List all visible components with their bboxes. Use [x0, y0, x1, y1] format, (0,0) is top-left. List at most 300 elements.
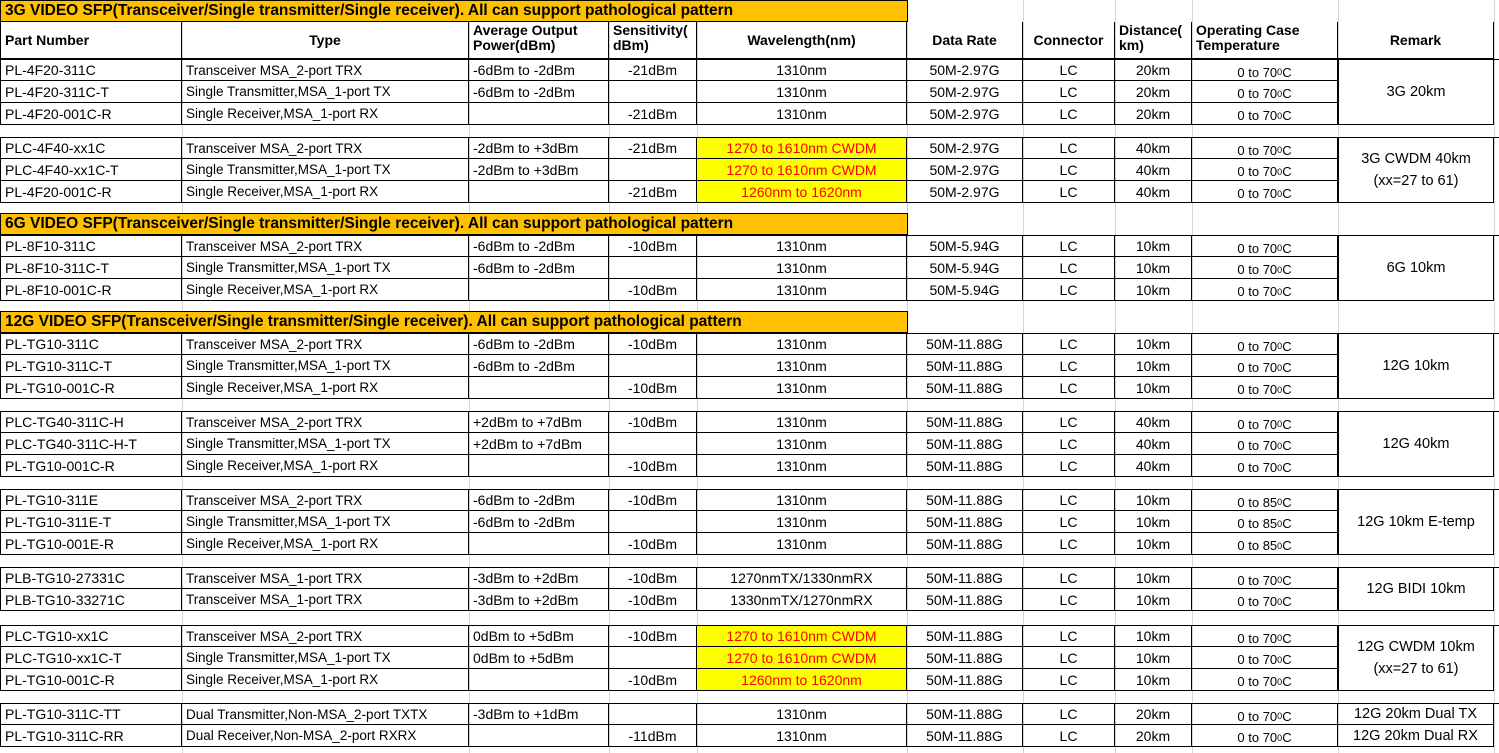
degree-mark: 0: [1277, 341, 1283, 351]
temp-range: 0 to 70: [1237, 164, 1278, 179]
cell-sens: -10dBm: [609, 334, 697, 355]
cell-sens: [609, 704, 697, 725]
cell-temp: [1192, 533, 1338, 555]
remark-merged-cell: 12G 10km E-temp: [1338, 489, 1494, 555]
degree-mark: 0: [1277, 518, 1283, 529]
cell-power: +2dBm to +7dBm: [469, 433, 609, 455]
cell-part: PL-TG10-311C: [0, 334, 182, 355]
table-row: [0, 235, 1499, 257]
cell-dist: 40km: [1115, 181, 1192, 203]
section-title-row: [0, 311, 1499, 333]
cell-temp: [1192, 236, 1338, 257]
degree-mark: 0: [1277, 633, 1283, 643]
cell-rate: 50M-11.88G: [907, 355, 1023, 377]
cell-conn: LC: [1023, 704, 1115, 725]
cell-temp: [1192, 511, 1338, 533]
cell-type: Transceiver MSA_1-port TRX: [182, 568, 469, 589]
cell-power: -6dBm to -2dBm: [469, 236, 609, 257]
cell-rate: 50M-11.88G: [907, 377, 1023, 399]
cell-rate: 50M-11.88G: [907, 626, 1023, 647]
cell-rate: 50M-11.88G: [907, 568, 1023, 589]
header-part-number: Part Number: [0, 22, 182, 59]
cell-temp: [1192, 81, 1338, 103]
cell-type: Transceiver MSA_1-port TRX: [182, 589, 469, 611]
cell-dist: 40km: [1115, 455, 1192, 477]
cell-power: -3dBm to +2dBm: [469, 589, 609, 611]
cell-remark: 12G 20km Dual RX: [1338, 725, 1494, 747]
cell-temp: [1192, 257, 1338, 279]
cell-dist: 10km: [1115, 377, 1192, 399]
cell-wl: 1310nm: [697, 60, 907, 81]
degree-mark: 0: [1277, 286, 1283, 297]
table-row: [0, 511, 1499, 533]
temp-range: 0 to 70: [1237, 416, 1278, 432]
cell-rate: 50M-11.88G: [907, 490, 1023, 511]
cell-power: 0dBm to +5dBm: [469, 647, 609, 669]
header-sensitivity: Sensitivity( dBm): [609, 22, 697, 59]
cell-conn: LC: [1023, 181, 1115, 203]
cell-power: [469, 533, 609, 555]
cell-power: [469, 103, 609, 125]
cell-rate: 50M-11.88G: [907, 412, 1023, 433]
cell-conn: LC: [1023, 433, 1115, 455]
cell-wl: 1310nm: [697, 533, 907, 555]
cell-temp: [1192, 279, 1338, 301]
degree-mark: 0: [1277, 384, 1283, 395]
degree-mark: 0: [1277, 462, 1283, 473]
temp-unit: C: [1282, 64, 1292, 80]
cell-wl: 1310nm: [697, 334, 907, 355]
cell-power: [469, 455, 609, 477]
cell-type: Transceiver MSA_2-port TRX: [182, 60, 469, 81]
cell-power: -6dBm to -2dBm: [469, 334, 609, 355]
table-row: [0, 625, 1499, 647]
table-row: [0, 647, 1499, 669]
header-avg-output-power: Average Output Power(dBm): [469, 22, 609, 59]
temp-unit: C: [1282, 142, 1292, 158]
table-row: [0, 589, 1499, 611]
cell-sens: [609, 257, 697, 279]
table-row: [0, 333, 1499, 355]
temp-unit: C: [1282, 538, 1292, 553]
temp-unit: C: [1282, 460, 1292, 475]
cell-power: [469, 181, 609, 203]
temp-range: 0 to 70: [1237, 262, 1278, 277]
cell-rate: 50M-11.88G: [907, 647, 1023, 669]
cell-dist: 10km: [1115, 626, 1192, 647]
table-row: [0, 59, 1499, 81]
cell-part: PL-TG10-001C-R: [0, 455, 182, 477]
cell-type: Transceiver MSA_2-port TRX: [182, 334, 469, 355]
cell-dist: 10km: [1115, 490, 1192, 511]
cell-part: PLB-TG10-27331C: [0, 568, 182, 589]
cell-dist: 40km: [1115, 433, 1192, 455]
cell-power: -6dBm to -2dBm: [469, 490, 609, 511]
cell-wl: 1310nm: [697, 490, 907, 511]
cell-part: PL-4F20-311C-T: [0, 81, 182, 103]
cell-temp: [1192, 433, 1338, 455]
table-row: [0, 533, 1499, 555]
temp-range: 0 to 70: [1237, 674, 1278, 689]
cell-rate: 50M-11.88G: [907, 334, 1023, 355]
cell-rate: 50M-11.88G: [907, 725, 1023, 747]
degree-mark: 0: [1277, 145, 1283, 155]
cell-part: PL-8F10-311C-T: [0, 257, 182, 279]
degree-mark: 0: [1277, 497, 1283, 507]
remark-merged-cell: 3G 20km: [1338, 59, 1494, 125]
table-row: [0, 355, 1499, 377]
cell-wl: 1310nm: [697, 355, 907, 377]
temp-unit: C: [1282, 164, 1292, 179]
cell-power: -6dBm to -2dBm: [469, 81, 609, 103]
temp-range: 0 to 70: [1237, 594, 1278, 609]
temp-unit: C: [1282, 494, 1292, 510]
cell-sens: -10dBm: [609, 589, 697, 611]
cell-part: PLC-TG40-311C-H-T: [0, 433, 182, 455]
cell-part: PL-TG10-001C-R: [0, 377, 182, 399]
cell-temp: [1192, 669, 1338, 691]
cell-dist: 40km: [1115, 412, 1192, 433]
cell-rate: 50M-11.88G: [907, 589, 1023, 611]
temp-range: 0 to 85: [1237, 538, 1278, 553]
temp-range: 0 to 70: [1237, 652, 1278, 667]
cell-temp: [1192, 589, 1338, 611]
table-row: [0, 181, 1499, 203]
temp-range: 0 to 85: [1237, 516, 1278, 531]
temp-unit: C: [1282, 240, 1292, 256]
cell-type: Transceiver MSA_2-port TRX: [182, 412, 469, 433]
cell-rate: 50M-2.97G: [907, 81, 1023, 103]
cell-conn: LC: [1023, 626, 1115, 647]
cell-type: Single Transmitter,MSA_1-port TX: [182, 511, 469, 533]
degree-mark: 0: [1277, 188, 1283, 199]
cell-wl: 1310nm: [697, 377, 907, 399]
cell-temp: [1192, 455, 1338, 477]
cell-temp: [1192, 355, 1338, 377]
cell-rate: 50M-11.88G: [907, 669, 1023, 691]
cell-sens: -10dBm: [609, 236, 697, 257]
header-wavelength: Wavelength(nm): [697, 22, 907, 59]
cell-dist: 10km: [1115, 568, 1192, 589]
cell-part: PL-4F20-001C-R: [0, 181, 182, 203]
temp-unit: C: [1282, 438, 1292, 453]
cell-sens: -10dBm: [609, 455, 697, 477]
cell-conn: LC: [1023, 257, 1115, 279]
table-row: [0, 703, 1499, 725]
temp-range: 0 to 70: [1237, 186, 1278, 201]
degree-mark: 0: [1277, 243, 1283, 253]
cell-power: -2dBm to +3dBm: [469, 159, 609, 181]
table-row: [0, 433, 1499, 455]
cell-dist: 10km: [1115, 511, 1192, 533]
degree-mark: 0: [1277, 362, 1283, 373]
cell-power: [469, 279, 609, 301]
cell-power: -2dBm to +3dBm: [469, 138, 609, 159]
temp-range: 0 to 70: [1237, 108, 1278, 123]
table-row: [0, 489, 1499, 511]
cell-temp: [1192, 626, 1338, 647]
cell-temp: [1192, 377, 1338, 399]
temp-range: 0 to 70: [1237, 86, 1278, 101]
cell-dist: 10km: [1115, 647, 1192, 669]
temp-range: 0 to 85: [1237, 494, 1278, 510]
cell-type: Transceiver MSA_2-port TRX: [182, 236, 469, 257]
cell-temp: [1192, 568, 1338, 589]
degree-mark: 0: [1277, 88, 1283, 99]
remark-merged-cell: 12G BIDI 10km: [1338, 567, 1494, 611]
temp-unit: C: [1282, 360, 1292, 375]
temp-unit: C: [1282, 416, 1292, 432]
cell-type: Dual Receiver,Non-MSA_2-port RXRX: [182, 725, 469, 747]
section-title-row: [0, 213, 1499, 235]
cell-sens: [609, 355, 697, 377]
cell-power: -6dBm to -2dBm: [469, 257, 609, 279]
cell-conn: LC: [1023, 60, 1115, 81]
cell-conn: LC: [1023, 236, 1115, 257]
cell-sens: -21dBm: [609, 181, 697, 203]
cell-type: Dual Transmitter,Non-MSA_2-port TXTX: [182, 704, 469, 725]
cell-rate: 50M-2.97G: [907, 159, 1023, 181]
cell-part: PL-TG10-311E-T: [0, 511, 182, 533]
degree-mark: 0: [1277, 575, 1283, 585]
cell-type: Single Transmitter,MSA_1-port TX: [182, 355, 469, 377]
degree-mark: 0: [1277, 67, 1283, 77]
cell-remark: 12G 20km Dual TX: [1338, 704, 1494, 725]
cell-temp: [1192, 103, 1338, 125]
cell-dist: 10km: [1115, 589, 1192, 611]
cell-dist: 10km: [1115, 236, 1192, 257]
remark-merged-cell: 12G 10km: [1338, 333, 1494, 399]
cell-dist: 10km: [1115, 669, 1192, 691]
temp-unit: C: [1282, 86, 1292, 101]
header-row: [0, 22, 1499, 59]
temp-range: 0 to 70: [1237, 338, 1278, 354]
cell-power: 0dBm to +5dBm: [469, 626, 609, 647]
cell-power: -6dBm to -2dBm: [469, 511, 609, 533]
cell-wl: 1310nm: [697, 704, 907, 725]
cell-power: +2dBm to +7dBm: [469, 412, 609, 433]
cell-dist: 20km: [1115, 725, 1192, 747]
cell-type: Transceiver MSA_2-port TRX: [182, 490, 469, 511]
cell-wl: 1310nm: [697, 511, 907, 533]
temp-unit: C: [1282, 572, 1292, 588]
table-row: [0, 455, 1499, 477]
cell-type: Single Receiver,MSA_1-port RX: [182, 669, 469, 691]
table-row: [0, 103, 1499, 125]
cell-type: Single Receiver,MSA_1-port RX: [182, 279, 469, 301]
cell-power: -6dBm to -2dBm: [469, 355, 609, 377]
cell-part: PL-TG10-001E-R: [0, 533, 182, 555]
cell-wl: 1310nm: [697, 279, 907, 301]
temp-unit: C: [1282, 730, 1292, 745]
cell-wl: 1270nmTX/1330nmRX: [697, 568, 907, 589]
cell-wl: 1270 to 1610nm CWDM: [697, 159, 907, 181]
table-row: [0, 411, 1499, 433]
cell-part: PLC-TG10-xx1C: [0, 626, 182, 647]
temp-range: 0 to 70: [1237, 630, 1278, 646]
cell-conn: LC: [1023, 159, 1115, 181]
header-type: Type: [182, 22, 469, 59]
cell-rate: 50M-2.97G: [907, 103, 1023, 125]
cell-wl: 1310nm: [697, 725, 907, 747]
degree-mark: 0: [1277, 166, 1283, 177]
cell-conn: LC: [1023, 81, 1115, 103]
temp-range: 0 to 70: [1237, 460, 1278, 475]
cell-type: Single Transmitter,MSA_1-port TX: [182, 257, 469, 279]
temp-range: 0 to 70: [1237, 240, 1278, 256]
cell-rate: 50M-2.97G: [907, 181, 1023, 203]
temp-range: 0 to 70: [1237, 708, 1278, 724]
degree-mark: 0: [1277, 419, 1283, 429]
cell-wl: 1310nm: [697, 433, 907, 455]
cell-wl: 1260nm to 1620nm: [697, 669, 907, 691]
header-distance: Distance( km): [1115, 22, 1192, 59]
cell-dist: 10km: [1115, 279, 1192, 301]
cell-rate: 50M-5.94G: [907, 236, 1023, 257]
header-data-rate: Data Rate: [907, 22, 1023, 59]
table-row: [0, 669, 1499, 691]
cell-part: PL-TG10-001C-R: [0, 669, 182, 691]
cell-conn: LC: [1023, 511, 1115, 533]
temp-range: 0 to 70: [1237, 64, 1278, 80]
cell-rate: 50M-11.88G: [907, 511, 1023, 533]
cell-rate: 50M-11.88G: [907, 533, 1023, 555]
table-row: [0, 257, 1499, 279]
cell-type: Single Receiver,MSA_1-port RX: [182, 455, 469, 477]
cell-temp: [1192, 159, 1338, 181]
temp-range: 0 to 70: [1237, 360, 1278, 375]
cell-conn: LC: [1023, 103, 1115, 125]
temp-unit: C: [1282, 652, 1292, 667]
temp-range: 0 to 70: [1237, 284, 1278, 299]
temp-unit: C: [1282, 674, 1292, 689]
cell-conn: LC: [1023, 455, 1115, 477]
temp-unit: C: [1282, 594, 1292, 609]
cell-sens: [609, 159, 697, 181]
cell-sens: -10dBm: [609, 490, 697, 511]
temp-unit: C: [1282, 262, 1292, 277]
cell-rate: 50M-2.97G: [907, 138, 1023, 159]
cell-conn: LC: [1023, 412, 1115, 433]
section-title: 6G VIDEO SFP(Transceiver/Single transmitter/Single receiver). All can support pathological pattern: [0, 213, 908, 235]
section-title: 12G VIDEO SFP(Transceiver/Single transmitter/Single receiver). All can support pathological pattern: [0, 311, 908, 333]
table-row: [0, 725, 1499, 747]
cell-temp: [1192, 725, 1338, 747]
cell-wl: 1310nm: [697, 257, 907, 279]
header-connector: Connector: [1023, 22, 1115, 59]
cell-type: Single Receiver,MSA_1-port RX: [182, 377, 469, 399]
cell-sens: -21dBm: [609, 103, 697, 125]
temp-unit: C: [1282, 516, 1292, 531]
cell-dist: 10km: [1115, 533, 1192, 555]
cell-wl: 1310nm: [697, 81, 907, 103]
cell-power: [469, 377, 609, 399]
table-row: [0, 159, 1499, 181]
temp-unit: C: [1282, 382, 1292, 397]
cell-power: -3dBm to +1dBm: [469, 704, 609, 725]
cell-power: [469, 725, 609, 747]
cell-type: Transceiver MSA_2-port TRX: [182, 626, 469, 647]
cell-sens: -21dBm: [609, 60, 697, 81]
table-row: [0, 567, 1499, 589]
cell-power: [469, 669, 609, 691]
degree-mark: 0: [1277, 676, 1283, 687]
cell-sens: -10dBm: [609, 533, 697, 555]
degree-mark: 0: [1277, 711, 1283, 721]
cell-type: Single Receiver,MSA_1-port RX: [182, 181, 469, 203]
cell-wl: 1260nm to 1620nm: [697, 181, 907, 203]
cell-conn: LC: [1023, 355, 1115, 377]
cell-sens: -10dBm: [609, 669, 697, 691]
cell-conn: LC: [1023, 334, 1115, 355]
cell-wl: 1310nm: [697, 236, 907, 257]
degree-mark: 0: [1277, 264, 1283, 275]
cell-dist: 20km: [1115, 60, 1192, 81]
temp-range: 0 to 70: [1237, 730, 1278, 745]
cell-dist: 10km: [1115, 257, 1192, 279]
temp-unit: C: [1282, 108, 1292, 123]
cell-power: -3dBm to +2dBm: [469, 568, 609, 589]
cell-temp: [1192, 60, 1338, 81]
cell-conn: LC: [1023, 533, 1115, 555]
cell-type: Single Transmitter,MSA_1-port TX: [182, 433, 469, 455]
cell-rate: 50M-11.88G: [907, 455, 1023, 477]
cell-sens: -10dBm: [609, 377, 697, 399]
cell-part: PLB-TG10-33271C: [0, 589, 182, 611]
cell-sens: [609, 433, 697, 455]
cell-temp: [1192, 647, 1338, 669]
cell-power: -6dBm to -2dBm: [469, 60, 609, 81]
cell-type: Single Transmitter,MSA_1-port TX: [182, 647, 469, 669]
cell-type: Single Transmitter,MSA_1-port TX: [182, 81, 469, 103]
cell-wl: 1310nm: [697, 455, 907, 477]
cell-dist: 10km: [1115, 355, 1192, 377]
remark-merged-cell: 6G 10km: [1338, 235, 1494, 301]
temp-range: 0 to 70: [1237, 572, 1278, 588]
temp-unit: C: [1282, 186, 1292, 201]
cell-temp: [1192, 181, 1338, 203]
cell-wl: 1310nm: [697, 103, 907, 125]
cell-sens: [609, 81, 697, 103]
degree-mark: 0: [1277, 654, 1283, 665]
temp-range: 0 to 70: [1237, 438, 1278, 453]
cell-sens: -10dBm: [609, 279, 697, 301]
degree-mark: 0: [1277, 540, 1283, 551]
temp-unit: C: [1282, 630, 1292, 646]
header-operating-temperature: Operating Case Temperature: [1192, 22, 1338, 59]
table-row: [0, 377, 1499, 399]
section-title-3g: [0, 0, 1499, 22]
cell-type: Single Receiver,MSA_1-port RX: [182, 533, 469, 555]
table-row: [0, 137, 1499, 159]
remark-merged-cell: 12G 40km: [1338, 411, 1494, 477]
cell-temp: [1192, 704, 1338, 725]
remark-merged-cell: 12G CWDM 10km (xx=27 to 61): [1338, 625, 1494, 691]
cell-part: PL-TG10-311E: [0, 490, 182, 511]
cell-part: PL-8F10-001C-R: [0, 279, 182, 301]
cell-conn: LC: [1023, 279, 1115, 301]
temp-range: 0 to 70: [1237, 142, 1278, 158]
header-remark: Remark: [1338, 22, 1494, 59]
cell-wl: 1330nmTX/1270nmRX: [697, 589, 907, 611]
table-row: [0, 81, 1499, 103]
cell-dist: 20km: [1115, 704, 1192, 725]
section-title: 3G VIDEO SFP(Transceiver/Single transmitter/Single receiver). All can support pathological pattern: [0, 0, 908, 22]
cell-type: Single Transmitter,MSA_1-port TX: [182, 159, 469, 181]
table-row: [0, 279, 1499, 301]
cell-conn: LC: [1023, 377, 1115, 399]
cell-conn: LC: [1023, 568, 1115, 589]
